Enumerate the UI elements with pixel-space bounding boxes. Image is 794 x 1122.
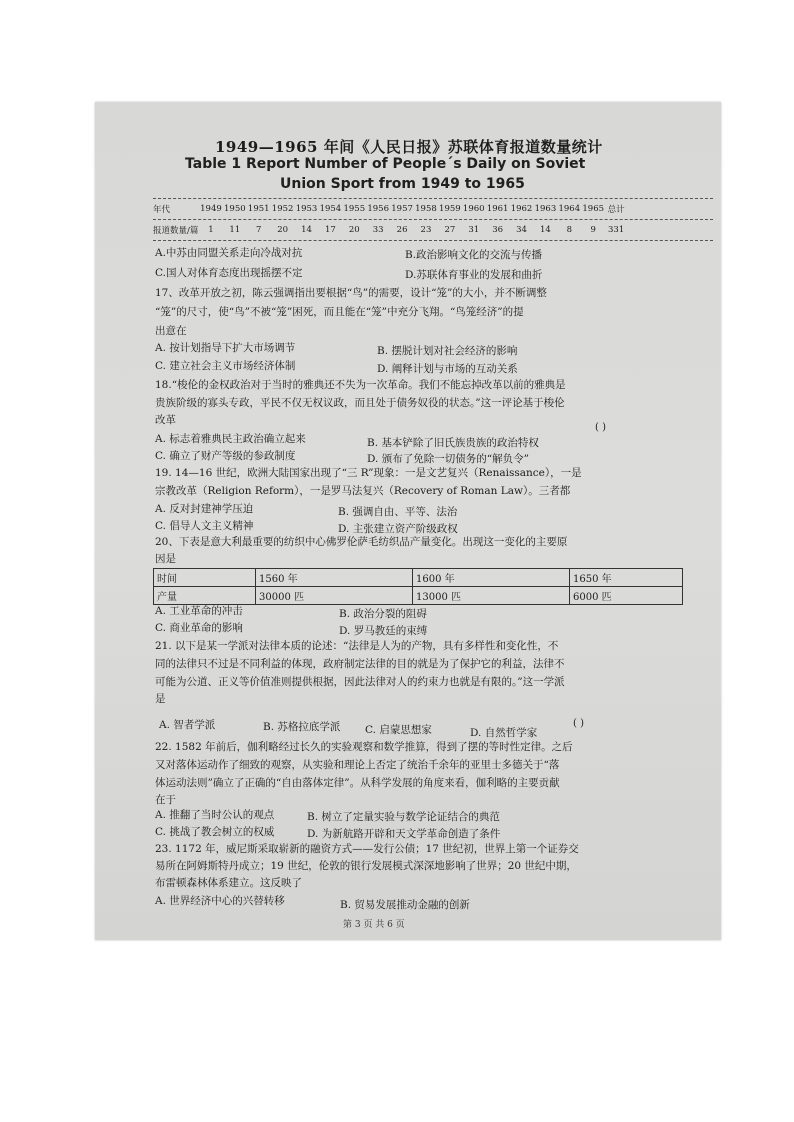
count-cell: 9	[590, 225, 596, 235]
q21-option-b: B. 苏格拉底学派	[263, 721, 341, 733]
q20-option-b: B. 政治分裂的阻碍	[339, 608, 427, 620]
q20-year-cell: 1600 年	[413, 569, 570, 587]
exam-page	[95, 102, 721, 940]
q20-year-cell: 1650 年	[570, 569, 683, 587]
year-cell: 1964	[558, 204, 581, 214]
q22-option-b: B. 树立了定量实验与数学论证结合的典范	[307, 811, 500, 823]
q17-option-d: D. 阐释计划与市场的互动关系	[377, 363, 518, 375]
q19-stem-line1: 19. 14—16 世纪，欧洲大陆国家出现了“三 R”现象：一是文艺复兴（Renaissance），一是	[155, 467, 582, 479]
q20-option-a: A. 工业革命的冲击	[155, 605, 243, 617]
q21-option-a: A. 智者学派	[159, 719, 216, 731]
q17-stem-line3: 出意在	[155, 325, 187, 337]
total-value: 331	[608, 225, 625, 235]
table-row	[154, 587, 683, 605]
table-rule-top	[153, 198, 713, 199]
year-cell: 1959	[439, 204, 461, 214]
q20-output-table	[153, 568, 683, 605]
q22-stem-line2: 又对落体运动作了细致的观察，从实验和理论上否定了统治千余年的亚里士多德关于“落	[155, 759, 560, 771]
page-number: 第 3 页 共 6 页	[343, 920, 405, 930]
table-row	[154, 569, 683, 587]
q16-option-d: D.苏联体育事业的发展和曲折	[405, 269, 543, 281]
q21-stem-line2: 同的法律只不过是不同利益的体现，政府制定法律的目的就是为了保护它的利益，法律不	[155, 658, 565, 670]
q16-option-b: B.政治影响文化的交流与传播	[405, 249, 543, 261]
year-cell: 1949	[200, 204, 222, 214]
count-cell: 20	[348, 225, 360, 235]
q20-output-cell: 13000 匹	[413, 587, 570, 605]
q20-time-label: 时间	[154, 569, 256, 587]
count-cell: 1	[208, 225, 214, 235]
year-cell: 1957	[391, 204, 413, 214]
q22-stem-line4: 在于	[155, 794, 176, 806]
q20-stem-line1: 20、下表是意大利最重要的纺织中心佛罗伦萨毛纺织品产量变化。出现这一变化的主要原	[155, 536, 568, 548]
q17-option-b: B. 摆脱计划对社会经济的影响	[377, 345, 518, 357]
q22-stem-line1: 22. 1582 年前后，伽利略经过长久的实验观察和数学推算，得到了摆的等时性定律。之后	[155, 741, 573, 753]
year-cell: 1958	[415, 204, 437, 214]
q23-option-b: B. 贸易发展推动金融的创新	[340, 899, 470, 911]
year-cell: 1955	[343, 204, 366, 214]
count-label: 报道数量/篇	[153, 226, 199, 236]
year-cell: 1954	[319, 204, 342, 214]
q19-option-d: D. 主张建立资产阶级政权	[338, 523, 458, 535]
year-cell: 1965	[582, 204, 605, 214]
total-label: 总计	[607, 205, 625, 215]
count-cell: 31	[468, 225, 480, 235]
q18-option-c: C. 确立了财产等级的参政制度	[155, 450, 296, 462]
q20-output-label: 产量	[154, 587, 256, 605]
year-cell: 1962	[510, 204, 533, 214]
count-cell: 23	[420, 225, 432, 235]
q16-option-a: A.中苏由同盟关系走向冷战对抗	[155, 247, 303, 259]
count-cell: 26	[396, 225, 408, 235]
q21-stem-line3: 可能为公道、正义等价值准则提供根据，因此法律对人的约束力也就是有限的。”这一学派	[155, 676, 565, 688]
count-cell: 20	[277, 225, 289, 235]
q22-stem-line3: 体运动法则”确立了正确的“自由落体定律”。从科学发展的角度来看，伽利略的主要贡献	[155, 777, 560, 789]
table-rule-bottom	[153, 240, 713, 241]
q17-stem-line2: “笼”的尺寸，使“鸟”不被“笼”困死，而且能在“笼”中充分飞翔。“鸟笼经济”的提	[155, 306, 524, 318]
table-title-cn: 1949—1965 年间《人民日报》苏联体育报道数量统计	[215, 138, 603, 156]
q16-option-c: C.国人对体育态度出现摇摆不定	[155, 267, 303, 279]
q20-year-cell: 1560 年	[256, 569, 413, 587]
count-cell: 14	[301, 225, 312, 235]
table-rule-mid	[153, 219, 713, 220]
count-cell: 27	[444, 225, 456, 235]
count-cell: 7	[256, 225, 262, 235]
q23-stem-line3: 布雷顿森林体系建立。这反映了	[155, 877, 302, 889]
q18-option-a: A. 标志着雅典民主政治确立起来	[155, 433, 306, 445]
q21-stem-line4: 是	[155, 693, 166, 705]
q17-stem-line1: 17、改革开放之初，陈云强调指出要根据“鸟”的需要，设计“笼”的大小，并不断调整	[155, 287, 547, 299]
year-cell: 1951	[247, 204, 270, 214]
q19-option-b: B. 强调自由、平等、法治	[338, 506, 458, 518]
q21-option-c: C. 启蒙思想家	[365, 724, 432, 736]
q19-option-c: C. 倡导人文主义精神	[155, 520, 254, 532]
q22-option-d: D. 为新航路开辟和天文学革命创造了条件	[307, 828, 501, 840]
q22-option-a: A. 推翻了当时公认的观点	[155, 809, 275, 821]
q19-stem-line2: 宗教改革（Religion Reform），一是罗马法复兴（Recovery of Roman Law）。三者都	[155, 485, 571, 497]
year-cell: 1960	[462, 204, 485, 214]
q23-option-a: A. 世界经济中心的兴替转移	[155, 895, 285, 907]
count-cell: 14	[540, 225, 551, 235]
table-title-en-line1: Table 1 Report Number of People´s Daily on Soviet	[185, 156, 586, 172]
year-cell: 1956	[367, 204, 389, 214]
q20-output-cell: 30000 匹	[256, 587, 413, 605]
q23-stem-line1: 23. 1172 年，威尼斯采取崭新的融资方式——发行公债；17 世纪初，世界上第一个证券交	[155, 843, 579, 855]
table-title-en-line2: Union Sport from 1949 to 1965	[280, 176, 525, 192]
q18-stem-line3: 改革	[155, 414, 176, 426]
q19-option-a: A. 反对封建神学压迫	[155, 503, 254, 515]
year-cell: 1950	[224, 204, 246, 214]
count-cell: 34	[516, 225, 527, 235]
q20-stem-line2: 因是	[155, 553, 176, 565]
year-label: 年代	[153, 205, 171, 215]
q18-stem-line1: 18.“梭伦的金权政治对于当时的雅典还不失为一次革命。我们不能忘掉改革以前的雅典是	[155, 379, 566, 391]
q23-stem-line2: 易所在阿姆斯特丹成立；19 世纪，伦敦的银行发展模式深深地影响了世界；20 世纪中期，	[155, 860, 577, 872]
q22-option-c: C. 挑战了教会树立的权威	[155, 826, 275, 838]
count-cell: 17	[324, 225, 336, 235]
q21-stem-line1: 21. 以下是某一学派对法律本质的论述：“法律是人为的产物，具有多样性和变化性，不	[155, 640, 559, 652]
year-row	[153, 202, 715, 216]
q18-stem-line2: 贵族阶级的寡头专政，平民不仅无权议政，而且处于债务奴役的状态。”这一评论基于梭伦	[155, 397, 565, 409]
year-cell: 1963	[534, 204, 557, 214]
count-row	[153, 223, 715, 237]
q20-output-cell: 6000 匹	[570, 587, 683, 605]
q18-option-d: D. 颁布了免除一切债务的“解负令”	[367, 453, 529, 465]
year-cell: 1961	[486, 204, 509, 214]
q18-answer-paren: ( )	[595, 422, 606, 433]
q20-option-d: D. 罗马教廷的束缚	[339, 625, 428, 637]
q21-answer-paren: ( )	[573, 718, 584, 729]
count-cell: 8	[566, 225, 573, 235]
count-cell: 33	[372, 225, 384, 235]
year-cell: 1953	[295, 204, 318, 214]
q21-option-d: D. 自然哲学家	[470, 727, 538, 739]
q17-option-a: A. 按计划指导下扩大市场调节	[155, 342, 296, 354]
year-cell: 1952	[271, 204, 294, 214]
count-cell: 36	[492, 225, 504, 235]
q20-option-c: C. 商业革命的影响	[155, 622, 243, 634]
count-cell: 11	[229, 225, 241, 235]
q18-option-b: B. 基本铲除了旧氏族贵族的政治特权	[367, 437, 539, 449]
q17-option-c: C. 建立社会主义市场经济体制	[155, 360, 296, 372]
